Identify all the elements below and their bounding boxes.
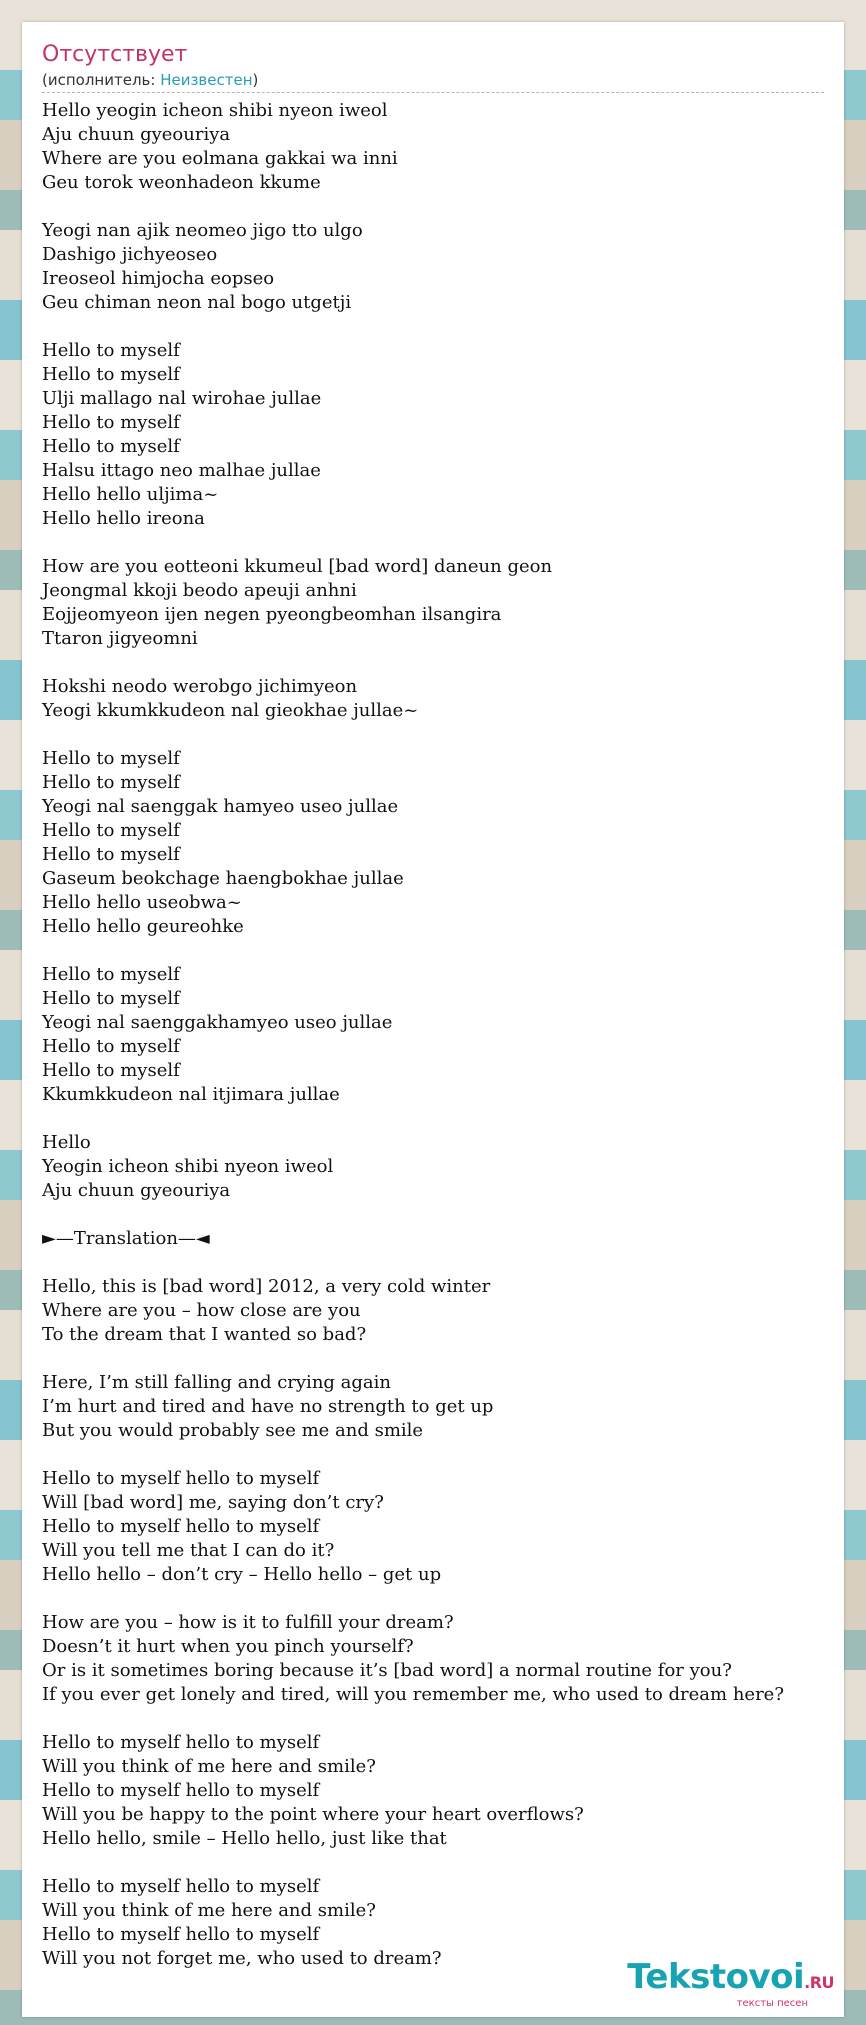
- lyric-line: Where are you eolmana gakkai wa inni: [42, 148, 398, 169]
- lyric-line: I’m hurt and tired and have no strength to get up: [42, 1396, 494, 1417]
- artist-link[interactable]: Неизвестен: [160, 71, 253, 89]
- lyric-line: Hello hello ireona: [42, 508, 205, 529]
- lyrics-page: [22, 22, 844, 2017]
- lyric-line: Hokshi neodo werobgo jichimyeon: [42, 676, 358, 697]
- lyric-line: Hello to myself: [42, 1060, 180, 1081]
- lyric-line: Or is it sometimes boring because it’s [bad word] a normal routine for you?: [42, 1660, 732, 1681]
- logo-name: Tekstovoi: [627, 1957, 805, 1997]
- lyric-line: Hello to myself: [42, 748, 180, 769]
- lyric-line: Hello hello uljima~: [42, 484, 219, 505]
- lyric-line: Hello hello useobwa~: [42, 892, 242, 913]
- stanza-break: [42, 1587, 842, 1611]
- stanza-break: [42, 1443, 842, 1467]
- lyric-line: Yeogi nan ajik neomeo jigo tto ulgo: [42, 220, 363, 241]
- lyric-line: Dashigo jichyeoseo: [42, 244, 218, 265]
- artist-prefix: (исполнитель:: [42, 71, 161, 89]
- site-logo[interactable]: [627, 1959, 834, 2009]
- lyric-line: Eojjeomyeon ijen negen pyeongbeomhan ilsangira: [42, 604, 502, 625]
- stanza-break: [42, 651, 842, 675]
- lyric-line: Hello hello geureohke: [42, 916, 244, 937]
- stanza-break: [42, 1851, 842, 1875]
- stanza-break: [42, 531, 842, 555]
- stanza-break: [42, 315, 842, 339]
- stanza-break: [42, 1707, 842, 1731]
- artist-line: [42, 70, 824, 93]
- lyric-line: Hello to myself: [42, 436, 180, 457]
- lyric-line: Hello to myself: [42, 820, 180, 841]
- stanza-break: [42, 1347, 842, 1371]
- lyric-line: Will you be happy to the point where your heart overflows?: [42, 1804, 584, 1825]
- lyric-line: If you ever get lonely and tired, will you remember me, who used to dream here?: [42, 1684, 784, 1705]
- lyric-line: Yeogi nal saenggakhamyeo useo jullae: [42, 1012, 393, 1033]
- lyric-line: Will [bad word] me, saying don’t cry?: [42, 1492, 384, 1513]
- lyric-line: Hello, this is [bad word] 2012, a very cold winter: [42, 1276, 491, 1297]
- lyric-line: Doesn’t it hurt when you pinch yourself?: [42, 1636, 414, 1657]
- logo-subtitle: тексты песен: [736, 1998, 808, 2009]
- lyric-line: Hello to myself hello to myself: [42, 1924, 320, 1945]
- lyric-line: Ireoseol himjocha eopseo: [42, 268, 275, 289]
- lyric-line: Hello hello, smile – Hello hello, just like that: [42, 1828, 447, 1849]
- lyric-line: Halsu ittago neo malhae jullae: [42, 460, 321, 481]
- lyric-line: Aju chuun gyeouriya: [42, 124, 231, 145]
- lyric-line: Kkumkkudeon nal itjimara jullae: [42, 1084, 340, 1105]
- lyric-line: Hello to myself: [42, 772, 180, 793]
- lyric-line: Hello to myself: [42, 1036, 180, 1057]
- lyric-line: Hello hello – don’t cry – Hello hello – get up: [42, 1564, 442, 1585]
- lyric-line: Ttaron jigyeomni: [42, 628, 198, 649]
- lyric-line: Aju chuun gyeouriya: [42, 1180, 231, 1201]
- lyric-line: Hello to myself: [42, 364, 180, 385]
- lyric-line: How are you – how is it to fulfill your dream?: [42, 1612, 454, 1633]
- artist-suffix: ): [252, 71, 259, 89]
- lyric-line: Hello to myself hello to myself: [42, 1780, 320, 1801]
- lyric-line: Will you tell me that I can do it?: [42, 1540, 335, 1561]
- lyrics-body: [42, 99, 842, 1971]
- lyric-line: Yeogi kkumkkudeon nal gieokhae jullae~: [42, 700, 419, 721]
- lyric-line: Hello to myself hello to myself: [42, 1876, 320, 1897]
- lyric-line: To the dream that I wanted so bad?: [42, 1324, 367, 1345]
- stanza-break: [42, 1251, 842, 1275]
- lyric-line: Hello to myself: [42, 340, 180, 361]
- lyric-line: Geu chiman neon nal bogo utgetji: [42, 292, 352, 313]
- lyric-line: Where are you – how close are you: [42, 1300, 361, 1321]
- lyric-line: Hello to myself: [42, 844, 180, 865]
- lyric-line: Ulji mallago nal wirohae jullae: [42, 388, 322, 409]
- lyric-line: Hello yeogin icheon shibi nyeon iweol: [42, 100, 388, 121]
- lyric-line: Hello to myself hello to myself: [42, 1516, 320, 1537]
- stanza-break: [42, 1203, 842, 1227]
- lyric-line: Jeongmal kkoji beodo apeuji anhni: [42, 580, 357, 601]
- stanza-break: [42, 723, 842, 747]
- stanza-break: [42, 939, 842, 963]
- lyric-line: Hello to myself: [42, 412, 180, 433]
- lyric-line: Yeogin icheon shibi nyeon iweol: [42, 1156, 334, 1177]
- lyric-line: Will you think of me here and smile?: [42, 1756, 376, 1777]
- logo-tld: .RU: [804, 1973, 834, 1992]
- lyric-line: Hello to myself hello to myself: [42, 1732, 320, 1753]
- song-title: Отсутствует: [42, 42, 188, 67]
- lyric-line: Hello to myself: [42, 964, 180, 985]
- lyric-line: Will you not forget me, who used to dream?: [42, 1948, 442, 1969]
- lyric-line: But you would probably see me and smile: [42, 1420, 424, 1441]
- lyric-line: Gaseum beokchage haengbokhae jullae: [42, 868, 404, 889]
- lyric-line: Hello to myself: [42, 988, 180, 1009]
- lyric-line: Geu torok weonhadeon kkume: [42, 172, 321, 193]
- lyric-line: Hello to myself hello to myself: [42, 1468, 320, 1489]
- lyric-line: Hello: [42, 1132, 91, 1153]
- song-header: [42, 40, 824, 93]
- lyric-line: Here, I’m still falling and crying again: [42, 1372, 391, 1393]
- lyric-line: ►—Translation—◄: [42, 1228, 210, 1249]
- stanza-break: [42, 1107, 842, 1131]
- lyric-line: Will you think of me here and smile?: [42, 1900, 376, 1921]
- lyric-line: Yeogi nal saenggak hamyeo useo jullae: [42, 796, 399, 817]
- stanza-break: [42, 195, 842, 219]
- lyric-line: How are you eotteoni kkumeul [bad word] daneun geon: [42, 556, 553, 577]
